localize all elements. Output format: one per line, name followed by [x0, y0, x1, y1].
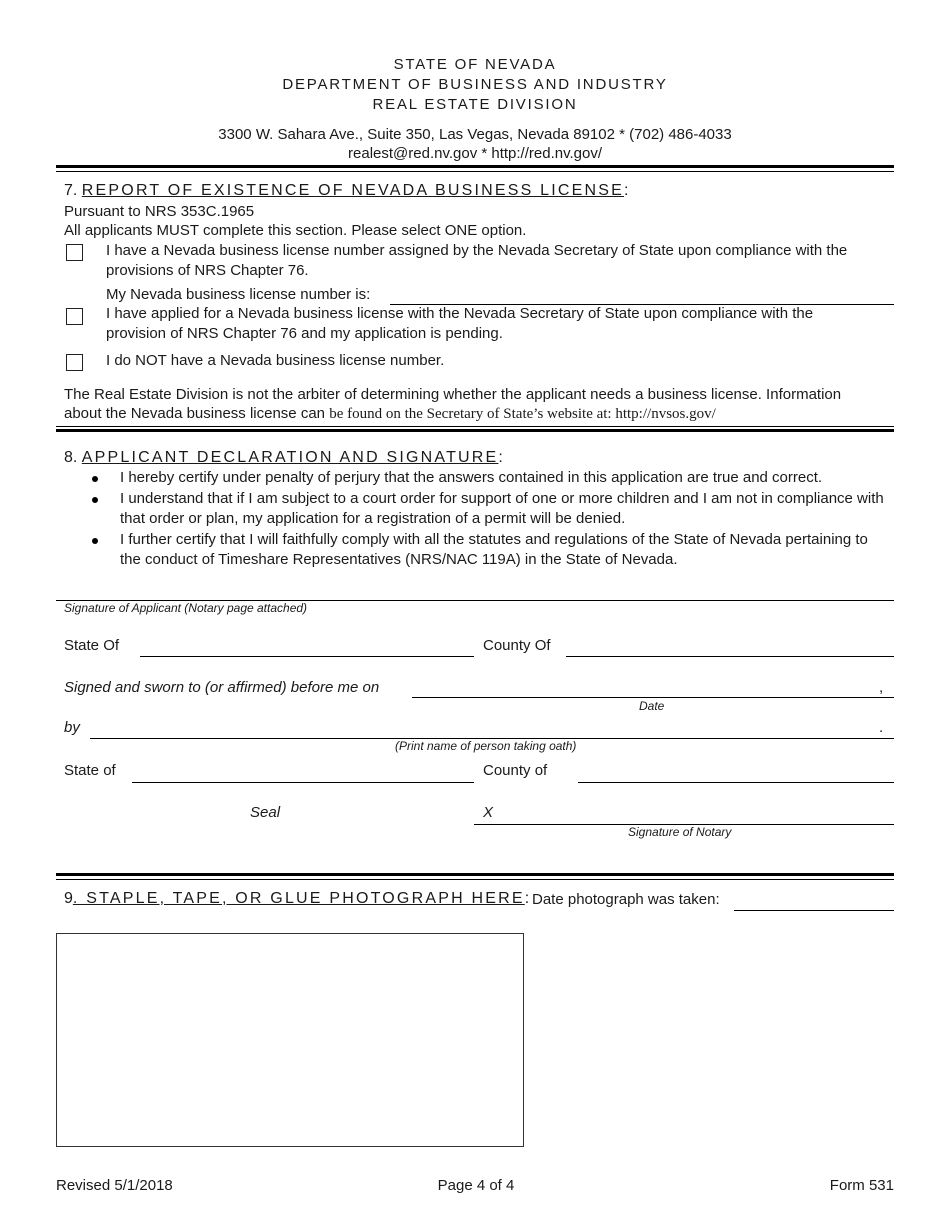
agency-department: DEPARTMENT OF BUSINESS AND INDUSTRY — [282, 76, 668, 93]
oath-name-period: . — [879, 719, 884, 736]
notary-x-mark: X — [483, 804, 494, 821]
option-applied-line1: I have applied for a Nevada business license with the Nevada Secretary of State upon compliance with the — [106, 305, 814, 322]
option-applied-line2: provision of NRS Chapter 76 and my application is pending. — [106, 325, 503, 342]
state-of-notary-label: State of — [64, 762, 116, 779]
agency-contact: realest@red.nv.gov * http://red.nv.gov/ — [348, 145, 602, 162]
sworn-date-comma: , — [879, 679, 884, 696]
section-8-divider — [56, 873, 894, 876]
section-8-colon: : — [498, 449, 503, 466]
option-no-license-checkbox[interactable] — [66, 354, 83, 371]
agency-division: REAL ESTATE DIVISION — [372, 96, 578, 113]
footer-revised: Revised 5/1/2018 — [56, 1177, 173, 1194]
business-license-note-line2 — [64, 405, 716, 423]
county-of-field[interactable] — [566, 656, 894, 657]
state-of-notary-field[interactable] — [132, 782, 474, 783]
county-of-notary-field[interactable] — [578, 782, 894, 783]
county-of-label: County Of — [483, 637, 551, 654]
option-applied-checkbox[interactable] — [66, 308, 83, 325]
section-8-heading — [64, 449, 503, 467]
state-of-field[interactable] — [140, 656, 474, 657]
photo-date-field[interactable] — [734, 910, 894, 911]
seal-label: Seal — [250, 804, 281, 821]
section-8-number: 8. — [64, 449, 78, 466]
footer-form-number: Form 531 — [829, 1177, 894, 1194]
county-of-notary-label: County of — [483, 762, 548, 779]
section-7-heading — [64, 182, 628, 200]
section-9-colon: : — [524, 890, 530, 907]
agency-address: 3300 W. Sahara Ave., Suite 350, Las Vegas, Nevada 89102 * (702) 486-4033 — [218, 126, 732, 143]
declaration-list — [92, 468, 892, 571]
section-7-title: REPORT OF EXISTENCE OF NEVADA BUSINESS LICENSE — [81, 182, 624, 199]
section-9-heading — [64, 890, 529, 908]
declaration-item: I understand that if I am subject to a court order for support of one or more children and I am not in compliance with that order or plan, my application for a registration of a permit will be denied. — [92, 489, 892, 530]
option-has-license-checkbox[interactable] — [66, 244, 83, 261]
header-divider-thin — [56, 171, 894, 172]
by-label: by — [64, 719, 80, 736]
sworn-date-field[interactable] — [412, 697, 894, 698]
applicant-signature-label: Signature of Applicant (Notary page attached) — [64, 601, 308, 615]
declaration-item: I further certify that I will faithfully comply with all the statutes and regulations of the State of Nevada pertaining to the conduct of Timeshare Representatives (NRS/NAC 119A) in the State of Nevada. — [92, 530, 892, 571]
photo-date-label: Date photograph was taken: — [532, 891, 720, 908]
option-has-license-line1: I have a Nevada business license number assigned by the Nevada Secretary of State upon compliance with the — [106, 242, 848, 259]
footer-page-number: Page 4 of 4 — [437, 1177, 515, 1194]
section-7-colon: : — [624, 182, 629, 199]
note-line2-end: be found on the Secretary of State’s website at: http://nvsos.gov/ — [329, 406, 716, 422]
option-has-license-line2: provisions of NRS Chapter 76. — [106, 262, 309, 279]
section-9-number: 9 — [64, 890, 73, 907]
pursuant-text: Pursuant to NRS 353C.1965 — [64, 203, 255, 220]
photograph-box[interactable] — [56, 933, 524, 1147]
note-line2-start: about the Nevada business license can — [64, 405, 330, 422]
section-7-number: 7. — [64, 182, 78, 199]
print-name-caption: (Print name of person taking oath) — [395, 739, 577, 753]
license-number-label: My Nevada business license number is: — [106, 286, 371, 303]
declaration-item: I hereby certify under penalty of perjury that the answers contained in this application are true and correct. — [92, 468, 892, 489]
state-of-label: State Of — [64, 637, 120, 654]
signed-sworn-label: Signed and sworn to (or affirmed) before me on — [64, 679, 380, 696]
business-license-note-line1: The Real Estate Division is not the arbiter of determining whether the applicant needs a business license. Information — [64, 386, 842, 403]
option-no-license-label: I do NOT have a Nevada business license number. — [106, 352, 445, 369]
section-9-title: . STAPLE, TAPE, OR GLUE PHOTOGRAPH HERE — [72, 890, 525, 907]
date-caption: Date — [639, 699, 665, 713]
section-8-divider-thin — [56, 879, 894, 880]
instruction-text: All applicants MUST complete this section. Please select ONE option. — [64, 222, 527, 239]
section-8-title: APPLICANT DECLARATION AND SIGNATURE — [81, 449, 499, 466]
notary-signature-caption: Signature of Notary — [628, 825, 732, 839]
section-7-divider-thin — [56, 426, 894, 427]
header-divider — [56, 165, 894, 168]
section-7-divider — [56, 429, 894, 432]
agency-state: STATE OF NEVADA — [393, 56, 557, 73]
